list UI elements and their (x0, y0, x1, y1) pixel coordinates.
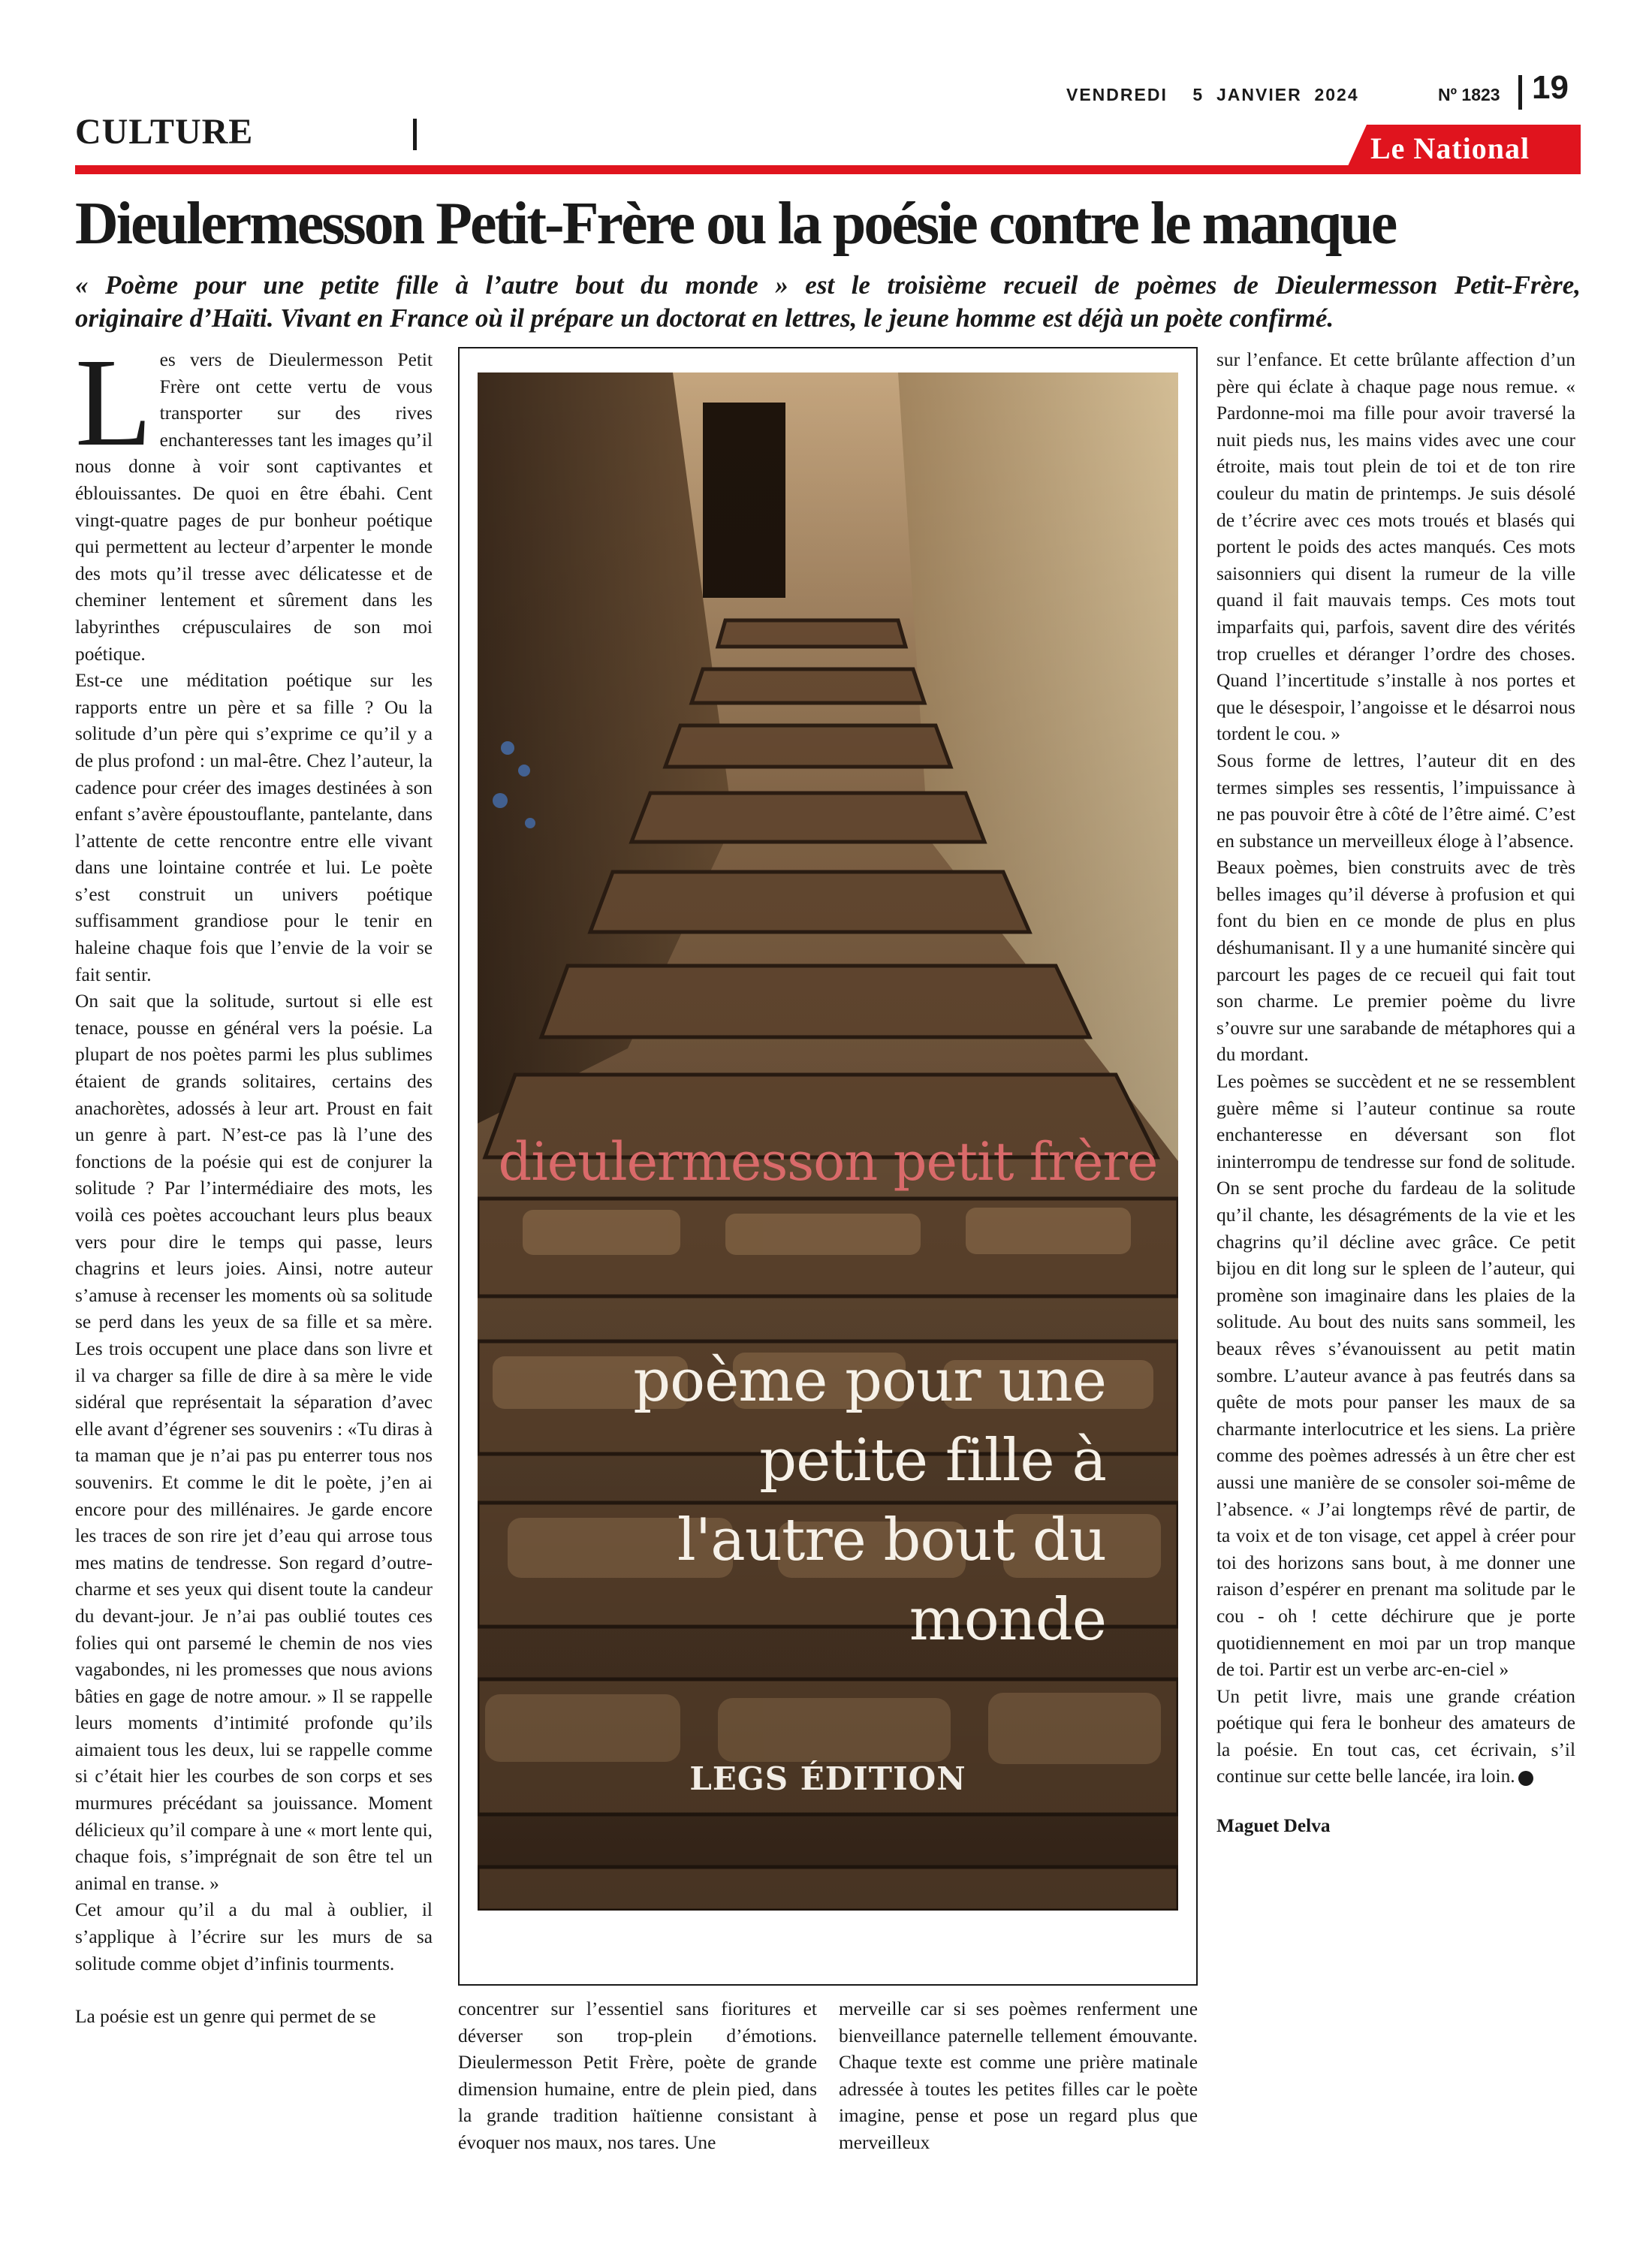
paragraph: sur l’enfance. Et cette brûlante affection d’un père qui éclate à chaque page nous remue. « Pardonne-moi ma fille pour avoir traversé la nuit pieds nus, les mains vides avec une cour étroite, mais tout plein de toi et de ton rire couleur du matin de printemps. Je suis désolé de t’écrire avec ces mots troués et blasés qui portent le poids des actes manqués. Ces mots saisonniers qui disent la rumeur de la ville quand il fait mauvais temps. Ces mots tout imparfaits qui, parfois, savent dire des vérités trop cruelles et déranger l’ordre des choses. Quand l’incertitude s’installe à nos portes et que le désespoir, l’angoisse et le désarroi nous tordent le cou. » (1216, 349, 1575, 745)
paragraph: On sait que la solitude, surtout si elle est tenace, pousse en général vers la poésie. La plupart de nos poètes parmi les plus sublimes étaient de grands solitaires, certains des anachorètes, adossés à leur art. Proust en fait un genre à part. N’est-ce pas là l’une des fonctions de la poésie qui est de conjurer la solitude ? Par l’intermédiaire des mots, les voilà ces poètes accouchant leurs plus beaux vers pour dire le temps qui passe, leurs chagrins et leurs joies. Ainsi, notre auteur s’amuse à recenser les moments où sa solitude se perd dans les yeux de sa fille et sa mère. Les trois occupent une place dans son livre et il va charger sa fille de dire à sa mère le vide sidéral que représentait la séparation d’avec elle avant d’égrener ses souvenirs : «Tu diras à ta maman que je n’ai pas pu enterrer tous nos souvenirs. Et comme le dit le poète, j’en ai encore pour des millénaires. Je garde encore les traces de son rire jet d’eau qui arrose tous mes matins de tendresse. Son regard d’outre-charme et ses yeux qui disent toute la candeur du devant-jour. Je n’ai pas oublié toutes ces folies qui ont parsemé le chemin de nos vies vagabondes, ni les promesses que nous avions bâties en gage de notre amour. » Il se rappelle leurs moments d’intimité profonde qu’ils aimaient tous les deux, lui se rappelle comme si c’était hier les courbes de son corps et ses murmures précédant sa jouissance. Moment délicieux qu’il compare à une « mort lente qui, chaque fois, s’imprégnait de son être tel un animal en transe. » (75, 991, 433, 1894)
cover-title-line: l'autre bout du (677, 1507, 1106, 1574)
cover-title-line: monde (909, 1586, 1106, 1654)
paragraph: Est-ce une méditation poétique sur les rapports entre un père et sa fille ? Ou la solitude d’un père qui s’exprime ce qu’il y a de plus profond : un mal-être. Chez l’auteur, la cadence pour créer des images destinées à son enfant s’avère époustouflante, pantelante, dans l’attente de cette rencontre entre elle vivant dans une lointaine contrée et lui. Le poète s’est construit un univers poétique suffisamment grandiose pour le tenir en haleine chaque fois que l’envie de la voir se fait sentir. (75, 670, 433, 985)
paragraph: concentrer sur l’essentiel sans fioritures et déverser son trop-plein d’émotions. Dieulermesson Petit Frère, poète de grande dimension humaine, entre de plein pied, dans la grande tradition haïtienne consistant à évoquer nos maux, nos tares. Une (458, 1998, 817, 2153)
headline: Dieulermesson Petit-Frère ou la poésie contre le manque (75, 191, 1396, 257)
article-column-3 (839, 1996, 1198, 2157)
cover-publisher: LEGS ÉDITION (689, 1760, 966, 1797)
cover-title (505, 1341, 1106, 1660)
paragraph: La poésie est un genre qui permet de se (75, 2006, 376, 2028)
article-column-1 (75, 347, 433, 2194)
issue-number: Nº 1823 (1438, 85, 1500, 104)
final-paragraph (1216, 1684, 1575, 1790)
end-mark-icon (1518, 1771, 1533, 1786)
paragraph: Cet amour qu’il a du mal à oublier, il s’applique à l’écrire sur les murs de sa solitude comme objet d’infinis tourments. (75, 1899, 433, 1974)
article-column-4 (1216, 347, 1575, 2194)
page-number: 19 (1532, 69, 1569, 106)
paragraph: es vers de Dieulermesson Petit Frère ont cette vertu de vous transporter sur des rives enchanteresses tant les images qu’il nous donne à voir sont captivantes et éblouissantes. De quoi en être ébahi. Cent vingt-quatre pages de pur bonheur poétique qui permettent au lecteur d’arpenter le monde des mots qu’il tresse avec délicatesse et de cheminer lentement et sûrement dans les labyrinthes crépusculaires de son moi poétique. (75, 349, 433, 665)
header-divider (1518, 75, 1522, 110)
cover-title-line: petite fille à (759, 1427, 1106, 1494)
paragraph: merveille car si ses poèmes renferment une bienveillance paternelle tellement émouvante. Chaque texte est comme une prière matinale adressée à toutes les petites filles car le poète imagine, pense et pose un regard plus que merveilleux (839, 1998, 1198, 2153)
paragraph: Sous forme de lettres, l’auteur dit en des termes simples ses ressentis, l’impuissance à ne pas pouvoir être à côté de l’être aimé. C’est en substance un merveilleux éloge à l’absence. (1216, 749, 1575, 852)
paragraph-text: Un petit livre, mais une grande création poétique qui fera le bonheur des amateurs de la poésie. En tout cas, cet écrivain, s’il continue sur cette belle lancée, ira loin. (1216, 1685, 1575, 1787)
paragraph: Beaux poèmes, bien construits avec de très belles images qu’il déverse à profusion et qui font du bien en ce monde de plus en plus déshumanisant. Il y a une humanité sincère qui parcourt les pages de ce recueil qui fait tout son charme. Le premier poème du livre s’ouvre sur une sarabande de métaphores qui a du mordant. (1216, 857, 1575, 1066)
author-signature: Maguet Delva (1216, 1815, 1331, 1837)
drop-cap: L (75, 347, 152, 472)
deck-line-2: originaire d’Haïti. Vivant en France où il prépare un doctorat en lettres, le jeune homme est déjà un poète confirmé. (75, 303, 1334, 333)
deck-line-1: « Poème pour une petite fille à l’autre bout du monde » est le troisième recueil de poèmes de Dieulermesson Petit-Frère, (75, 270, 1581, 300)
brand-name: Le National (1370, 131, 1530, 165)
book-cover-image (478, 372, 1178, 1911)
paragraph: Les poèmes se succèdent et ne se ressemblent guère même si l’auteur continue sa route enchanteresse en déversant son flot ininterrompu de tendresse sur fond de solitude. On se sent proche du fardeau de la solitude qu’il chante, les désagréments de la vie et les chagrins qu’il décline avec grâce. Ce petit bijou en dit long sur le spleen de l’auteur, qui promène son imaginaire dans les plaies de la solitude. Au bout des nuits sans sommeil, les beaux rêves s’évanouissent au petit matin sombre. L’auteur avance à pas feutrés dans sa quête de mots pour panser les maux de sa charmante interlocutrice et les siens. La prière comme des poèmes adressés à un être cher est aussi une manière de se consoler soi-même de l’absence. « J’ai longtemps rêvé de partir, de ta voix et de ton visage, cet appel à créer pour toi des horizons sans bout, à me donner une raison d’espérer en prenant ma solitude par le cou - oh ! cette déchirure que je porte quotidiennement en moi par un trop manque de toi. Partir est un verbe arc-en-ciel » (1216, 1071, 1575, 1681)
section-divider (413, 119, 417, 150)
cover-title-line: poème pour une (633, 1347, 1106, 1415)
issue-date: VENDREDI 5 JANVIER 2024 (1066, 85, 1359, 104)
article-column-2 (458, 1996, 817, 2157)
cover-author: dieulermesson petit frère (498, 1131, 1158, 1193)
section-label: CULTURE (75, 112, 254, 152)
